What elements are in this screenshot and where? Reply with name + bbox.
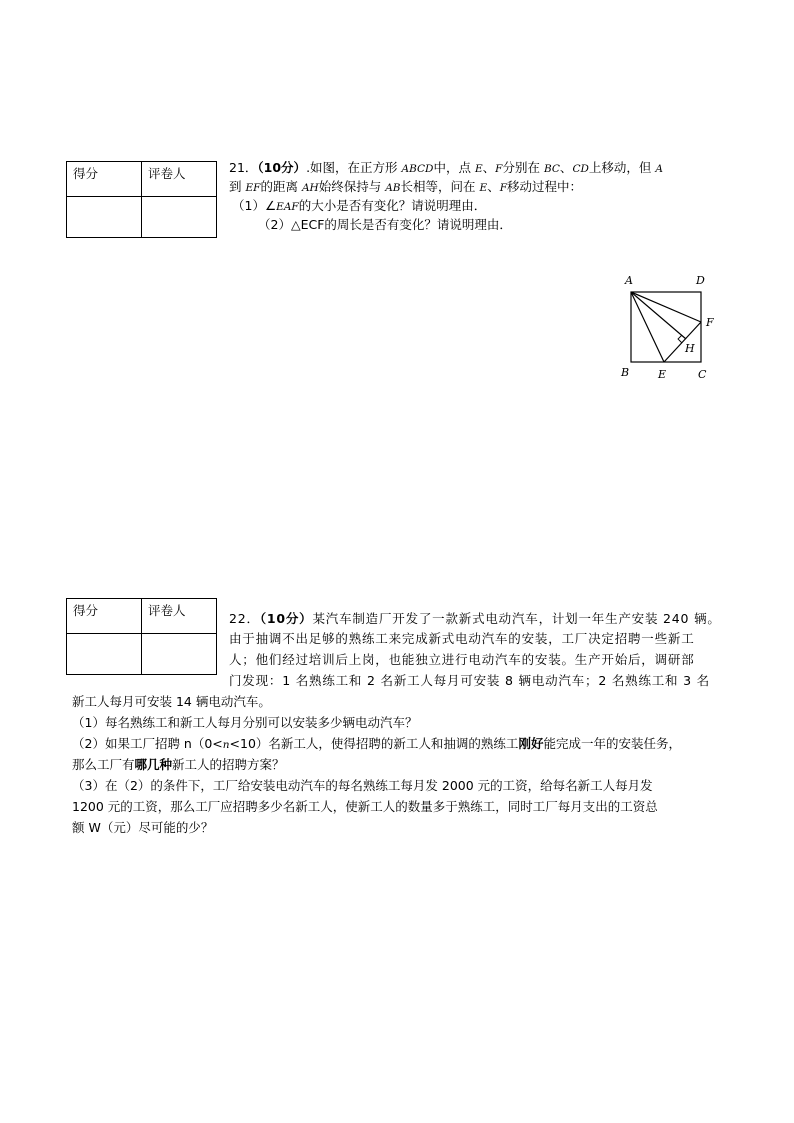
score-cell [67,197,142,238]
label-h: H [685,342,695,355]
score-box-q21 [66,161,217,238]
label-a: A [625,274,633,287]
score-label: 得分 [67,599,142,634]
segment-af [631,292,701,322]
segment-ef [664,322,701,362]
q22-sub-3-line-3: 额 W（元）尽可能的少？ [72,820,214,835]
q22-line-2: 由于抽调不出足够的熟练工来完成新式电动汽车的安装，工厂决定招聘一些新工 [229,631,695,646]
score-box-q22 [66,598,217,675]
q22-sub-2-line-1: （2）如果工厂招聘 n（0<n<10）名新工人，使得招聘的新工人和抽调的熟练工刚好能完成一年的安装任务， [72,736,681,751]
label-f: F [706,316,714,329]
q21-sub-1: （1）∠EAF的大小是否有变化？请说明理由． [232,198,487,213]
q22-sub-1: （1）每名熟练工和新工人每月分别可以安装多少辆电动汽车？ [72,715,418,730]
label-b: B [621,366,630,379]
q22-line-1: 22．（10分）某汽车制造厂开发了一款新式电动汽车，计划一年生产安装 240 辆。 [229,611,721,626]
q21-line-1: 21．（10分）.如图，在正方形 ABCD中，点 E、F分别在 BC、CD上移动，但 A [229,160,663,175]
segment-ae [631,292,664,362]
grader-cell [142,197,217,238]
grader-label: 评卷人 [142,599,217,634]
grader-cell [142,634,217,675]
grader-label: 评卷人 [142,162,217,197]
score-cell [67,634,142,675]
segment-ah [631,292,686,339]
square-figure [610,268,720,383]
q22-line-3: 人；他们经过培训后上岗，也能独立进行电动汽车的安装。生产开始后，调研部 [229,652,695,667]
q22-sub-3-line-1: （3）在（2）的条件下，工厂给安装电动汽车的每名熟练工每月发 2000 元的工资，给每名新工人每月发 [72,778,653,793]
q22-line-4: 门发现：1 名熟练工和 2 名新工人每月可安装 8 辆电动汽车；2 名熟练工和 3 名 [229,673,710,688]
q22-line-5: 新工人每月可安装 14 辆电动汽车。 [72,694,271,709]
right-angle-mark [678,335,682,343]
q22-sub-2-line-2: 那么工厂有哪几种新工人的招聘方案？ [72,757,285,772]
score-label: 得分 [67,162,142,197]
q21-sub-2: （2）△ECF的周长是否有变化？请说明理由． [258,217,512,232]
q22-sub-3-line-2: 1200 元的工资，那么工厂应招聘多少名新工人，使新工人的数量多于熟练工，同时工厂每月支出的工资总 [72,799,658,814]
label-c: C [698,368,707,381]
q21-line-2: 到 EF的距离 AH始终保持与 AB长相等，问在 E、F移动过程中： [229,179,583,194]
label-e: E [658,368,667,381]
label-d: D [696,274,705,287]
